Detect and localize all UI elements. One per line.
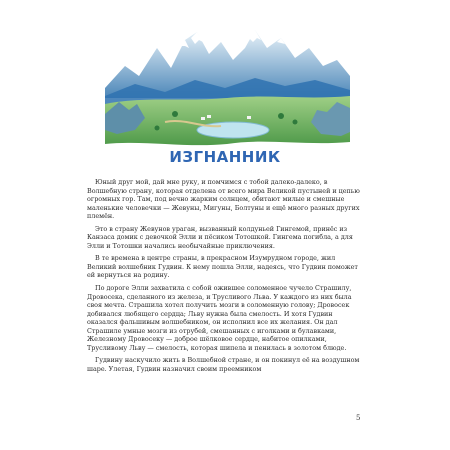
paragraph: По дороге Элли захватила с собой ожившее соломенное чучело Страшилу, Дровосека, сделанного из железа, и Трусливого Льва. У каждого из них была своя мечта. Страшила хотел получить мозги в соломенную голову; Дровосек добивался любящего сердца; Льву нужна была смелость. И хотя Гудвин оказался фальшивым волшебником, он исполнил все их желания. Он дал Страшиле умные мозги из отрубей, смешанных с иголками и булавками, Железному Дровосеку — доброе шёлковое сердце, набитое опилками, Трусливому Льву — смелость, которая шипела и пенилась в золотом блюде. — [87, 284, 352, 352]
page-number: 5 — [356, 414, 361, 422]
paragraph: В те времена в центре страны, в прекрасном Изумрудном городе, жил Великий волшебник Гудвин. К нему пошла Элли, надеясь, что Гудвин поможет ей вернуться на родину. — [87, 254, 358, 280]
mountain-valley-illustration — [105, 18, 350, 148]
paragraph: Юный друг мой, дай мне руку, и помчимся с тобой далеко-далеко, в Волшебную страну, которая отделена от всего мира Великой пустыней и цепью огромных гор. Там, под вечно жарким солнцем, обитают милые и смешные маленькие человечки — Жевуны, Мигуны, Болтуны и ещё много разных других племён. — [87, 178, 360, 221]
paragraph: Гудвину наскучило жить в Волшебной стране, и он покинул её на воздушном шаре. Улетая, Гудвин назначил своим преемником — [87, 356, 360, 373]
paragraph: Это в страну Жевунов ураган, вызванный колдуньей Гингемой, принёс из Канзаса домик с девочкой Элли и пёсиком Тотошкой. Гингема погибла, а для Элли и Тотошки начались необычайные приключения. — [87, 224, 353, 250]
body-text — [87, 178, 363, 377]
chapter-title: ИЗГНАННИК — [169, 148, 281, 166]
